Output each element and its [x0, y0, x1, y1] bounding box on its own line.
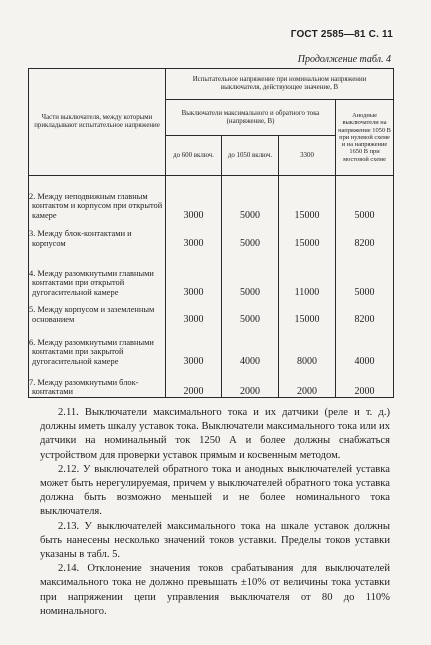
header-up-to-600: до 600 включ. [166, 136, 222, 176]
paragraph: 2.14. Отклонение значения токов срабатывания для выключателей максимального тока не должно превышать ±10% от величины тока уставки при напряжении цепи управления выключателя от 80 до 110% номинального. [40, 563, 390, 617]
cell-3300: 15000 [279, 176, 336, 221]
cell-3300: 15000 [279, 298, 336, 325]
cell-600: 3000 [166, 176, 222, 221]
cell-600: 3000 [166, 325, 222, 367]
table-row [29, 298, 394, 325]
cell-3300: 15000 [279, 221, 336, 249]
header-parts: Части выключателя, между которыми прикладывают испытательное напряжение [29, 69, 166, 176]
table-row [29, 325, 394, 367]
paragraph: 2.11. Выключатели максимального тока и их датчики (реле и т. д.) должны иметь шкалу уставок тока. Выключатели максимального тока или их датчики на номинальный ток 1250 А и более должны снабжаться устройством для проверки уставок прямым и косвенным методом. [40, 407, 390, 461]
row-part-label: 5. Между корпусом и заземленным основанием [29, 305, 155, 324]
cell-3300: 2000 [279, 367, 336, 398]
header-3300: 3300 [279, 136, 336, 176]
table-row [29, 249, 394, 298]
page-header: ГОСТ 2585—81 С. 11 [290, 29, 393, 40]
header-switches: Выключатели максимального и обратного тока (напряжение, В) [166, 100, 336, 136]
cell-600: 3000 [166, 249, 222, 298]
cell-1050: 2000 [222, 367, 279, 398]
cell-1050: 4000 [222, 325, 279, 367]
row-part-label: 6. Между разомкнутыми главными контактами при закрытой дугогасительной камере [29, 337, 154, 366]
test-voltage-table [28, 68, 394, 398]
cell-1050: 5000 [222, 298, 279, 325]
cell-anode: 2000 [336, 367, 394, 398]
cell-3300: 11000 [279, 249, 336, 298]
table-row [29, 176, 394, 221]
table-row [29, 367, 394, 398]
header-anode-switches: Анодные выключатели на напряжение 1050 В при нулевой схеме и на напряжение 1650 В при мостовой схеме [336, 100, 394, 176]
cell-anode: 5000 [336, 249, 394, 298]
row-part-label: 4. Между разомкнутыми главными контактами при открытой дугогасительной камере [29, 268, 154, 297]
header-test-voltage: Испытательное напряжение при номинальном напряжении выключателя, действующее значение, В [166, 69, 394, 100]
cell-600: 3000 [166, 221, 222, 249]
row-part-label: 3. Между блок-контактами и корпусом [29, 229, 132, 248]
cell-600: 2000 [166, 367, 222, 398]
cell-anode: 8200 [336, 298, 394, 325]
cell-anode: 8200 [336, 221, 394, 249]
row-part-label: 7. Между разомкнутыми блок-контактами [29, 377, 139, 397]
cell-1050: 5000 [222, 221, 279, 249]
row-part-label: 2. Между неподвижным главным контактом и корпусом при открытой камере [29, 191, 163, 220]
paragraph: 2.13. У выключателей максимального тока на шкале уставок должны быть нанесены несколько значений токов уставки. Пределы токов уставки указаны в табл. 5. [40, 520, 390, 561]
cell-3300: 8000 [279, 325, 336, 367]
cell-1050: 5000 [222, 249, 279, 298]
cell-1050: 5000 [222, 176, 279, 221]
table-row [29, 221, 394, 249]
cell-600: 3000 [166, 298, 222, 325]
cell-anode: 4000 [336, 325, 394, 367]
cell-anode: 5000 [336, 176, 394, 221]
body-text [40, 406, 390, 619]
paragraph: 2.12. У выключателей обратного тока и анодных выключателей уставка может быть нерегулируемая, причем у выключателей обратного тока уставка должна быть возможно меньшей и не более номинального тока выключателя. [40, 463, 390, 518]
table-continuation-label: Продолжение табл. 4 [297, 54, 391, 65]
header-up-to-1050: до 1050 включ. [222, 136, 279, 176]
